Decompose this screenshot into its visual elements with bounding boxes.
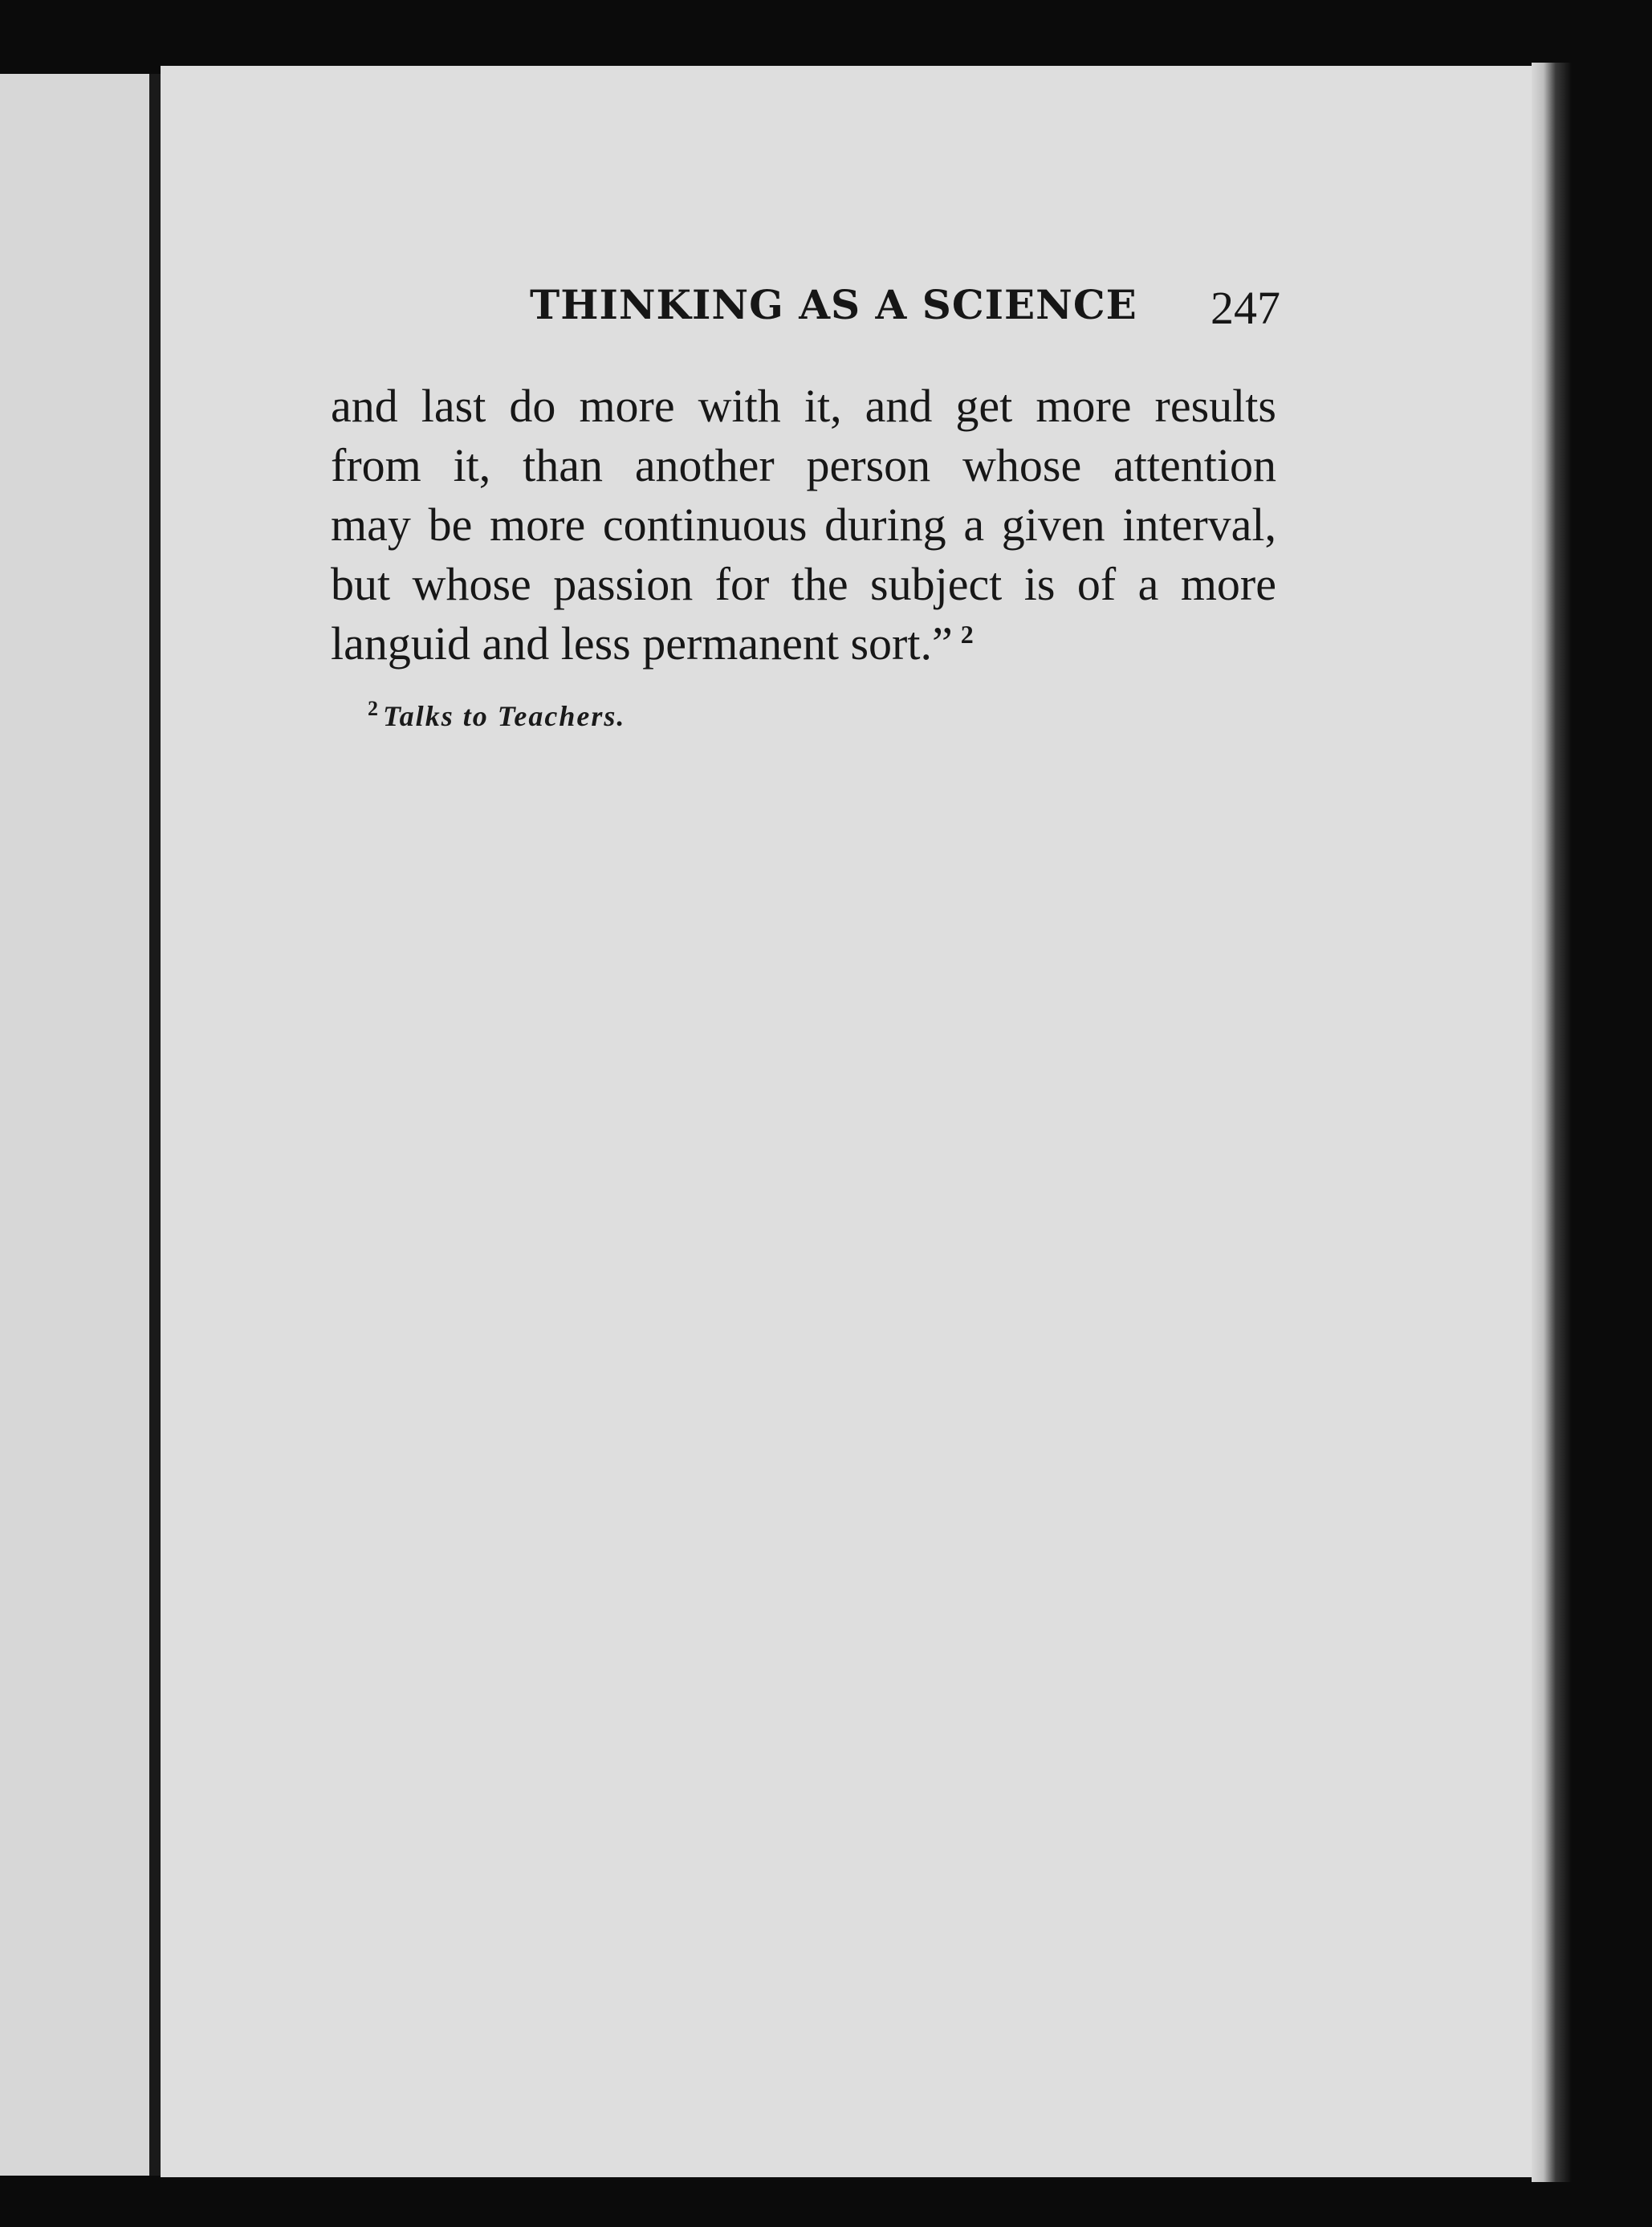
body-line: and last do more with it, and get more results bbox=[331, 380, 1276, 432]
body-line-last bbox=[331, 617, 1276, 670]
book-gutter bbox=[149, 74, 161, 2176]
body-line: may be more continuous during a given interval, bbox=[331, 499, 1276, 551]
footnote-number: 2 bbox=[368, 697, 380, 720]
body-line-text: languid and less permanent sort.” bbox=[331, 617, 953, 670]
body-line: from it, than another person whose attention bbox=[331, 439, 1276, 491]
page-edge-shadow bbox=[1532, 63, 1572, 2182]
footnote-reference: 2 bbox=[960, 619, 974, 649]
body-line: but whose passion for the subject is of a more bbox=[331, 558, 1276, 610]
footnote-text: Talks to Teachers. bbox=[383, 700, 626, 732]
page-number: 247 bbox=[1211, 282, 1280, 334]
left-page-edge bbox=[0, 74, 149, 2176]
footnote bbox=[368, 697, 625, 733]
running-title: THINKING AS A SCIENCE bbox=[530, 281, 1137, 328]
